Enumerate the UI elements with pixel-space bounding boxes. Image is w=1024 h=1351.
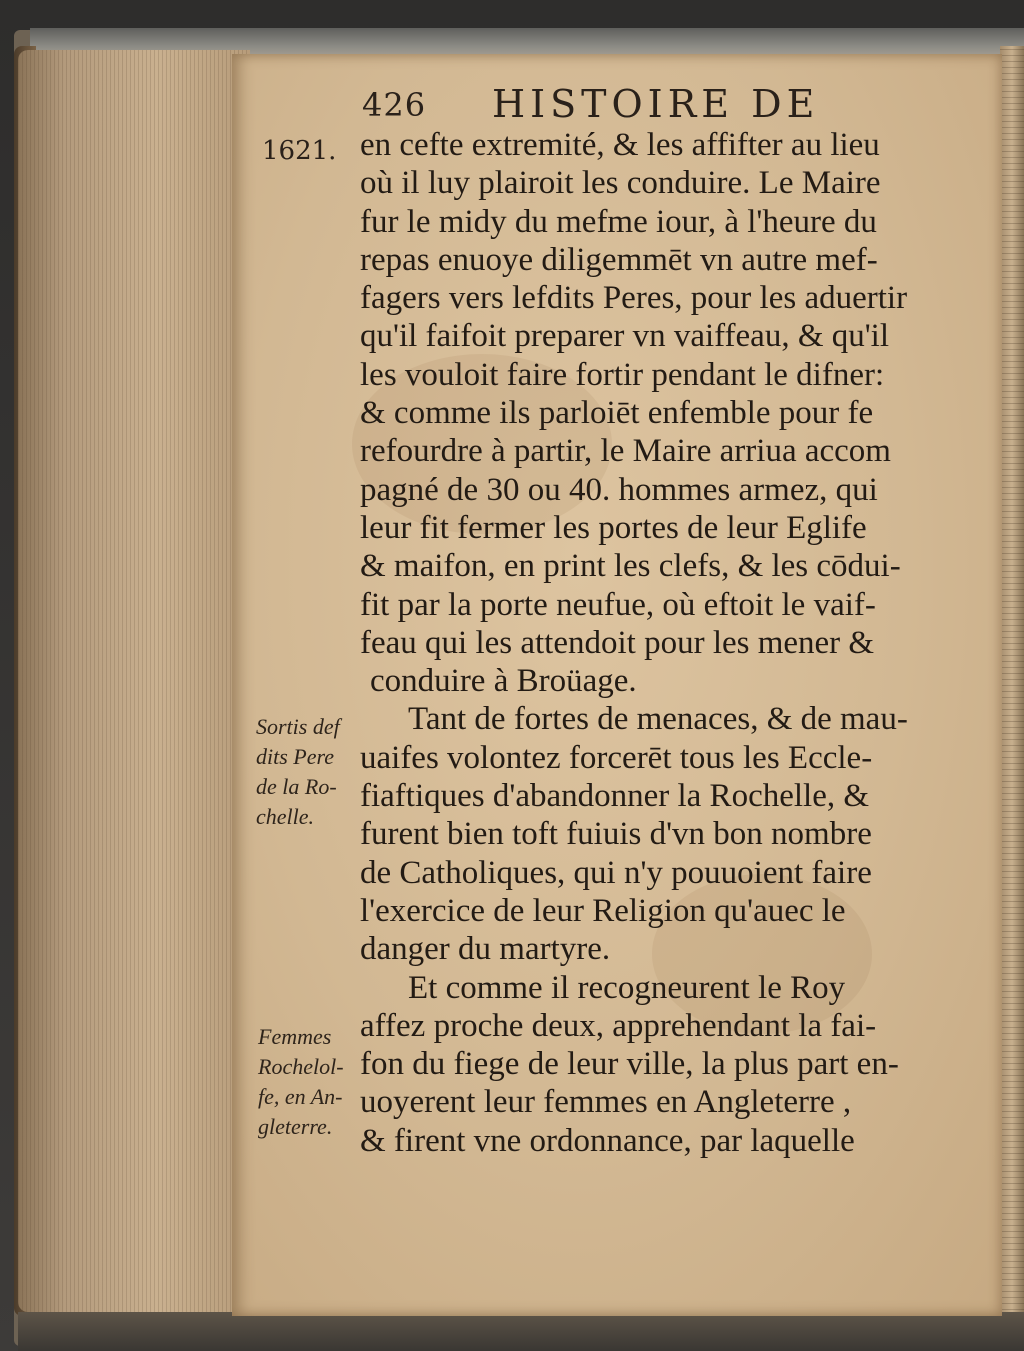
paragraph-start-line: Tant de fortes de menaces, & de mau- (408, 701, 908, 738)
text-line: & comme ils parloiēt enfemble pour fe (360, 395, 874, 432)
body-text (360, 126, 980, 1160)
running-title: HISTOIRE DE (492, 82, 820, 126)
text-line: & maifon, en print les clefs, & les cōdui- (360, 548, 901, 585)
text-line: affez proche deux, apprehendant la fai- (360, 1007, 877, 1044)
margin-note-line: de la Ro- (256, 774, 337, 799)
text-line: fur le midy du mefme iour, à l'heure du (360, 203, 877, 240)
text-line: conduire à Broüage. (370, 663, 637, 700)
running-head (360, 82, 980, 128)
margin-note-line: Sortis def (256, 714, 340, 739)
text-line: fit par la porte neufue, où eftoit le vaif- (360, 586, 876, 623)
text-line: où il luy plairoit les conduire. Le Maire (360, 165, 881, 202)
text-line: fon du fiege de leur ville, la plus part en- (360, 1046, 899, 1083)
text-line: danger du martyre. (360, 931, 611, 968)
text-line: pagné de 30 ou 40. hommes armez, qui (360, 471, 878, 508)
text-line: refourdre à partir, le Maire arriua accom (360, 433, 891, 470)
margin-note-femmes (258, 1022, 344, 1142)
text-line: de Catholiques, qui n'y pouuoient faire (360, 854, 872, 891)
right-page-stack (1000, 46, 1024, 1346)
text-line: & firent vne ordonnance, par laquelle (360, 1122, 855, 1159)
margin-note-sortis (256, 712, 340, 832)
margin-note-line: chelle. (256, 804, 315, 829)
margin-note-line: Femmes (258, 1024, 332, 1049)
text-line: feau qui les attendoit pour les mener & (360, 624, 875, 661)
text-line: furent bien toft fuiuis d'vn bon nombre (360, 816, 872, 853)
text-line: en cefte extremité, & les affifter au lieu (360, 127, 880, 163)
left-page-stack (18, 50, 250, 1312)
margin-note-line: dits Pere (256, 744, 334, 769)
text-line: uaifes volontez forcerēt tous les Eccle- (360, 739, 873, 776)
text-line: leur fit fermer les portes de leur Eglife (360, 509, 867, 546)
bottom-shadow (18, 1312, 1024, 1351)
margin-year: 1621. (262, 136, 337, 166)
text-line: les vouloit faire fortir pendant le difner: (360, 356, 885, 393)
text-line: fagers vers lefdits Peres, pour les aduertir (360, 280, 908, 317)
text-line: l'exercice de leur Religion qu'auec le (360, 892, 846, 929)
margin-note-line: fe, en An- (258, 1084, 343, 1109)
text-line: qu'il faifoit preparer vn vaiffeau, & qu'il (360, 318, 890, 355)
paragraph-start-line: Et comme il recogneurent le Roy (408, 969, 846, 1006)
text-line: fiaftiques d'abandonner la Rochelle, & (360, 778, 870, 815)
text-line: uoyerent leur femmes en Angleterre , (360, 1084, 852, 1121)
text-line: repas enuoye diligemmēt vn autre mef- (360, 241, 878, 278)
margin-note-line: gleterre. (258, 1114, 333, 1139)
margin-note-line: Rochelol- (258, 1054, 344, 1079)
page-number: 426 (362, 86, 427, 124)
